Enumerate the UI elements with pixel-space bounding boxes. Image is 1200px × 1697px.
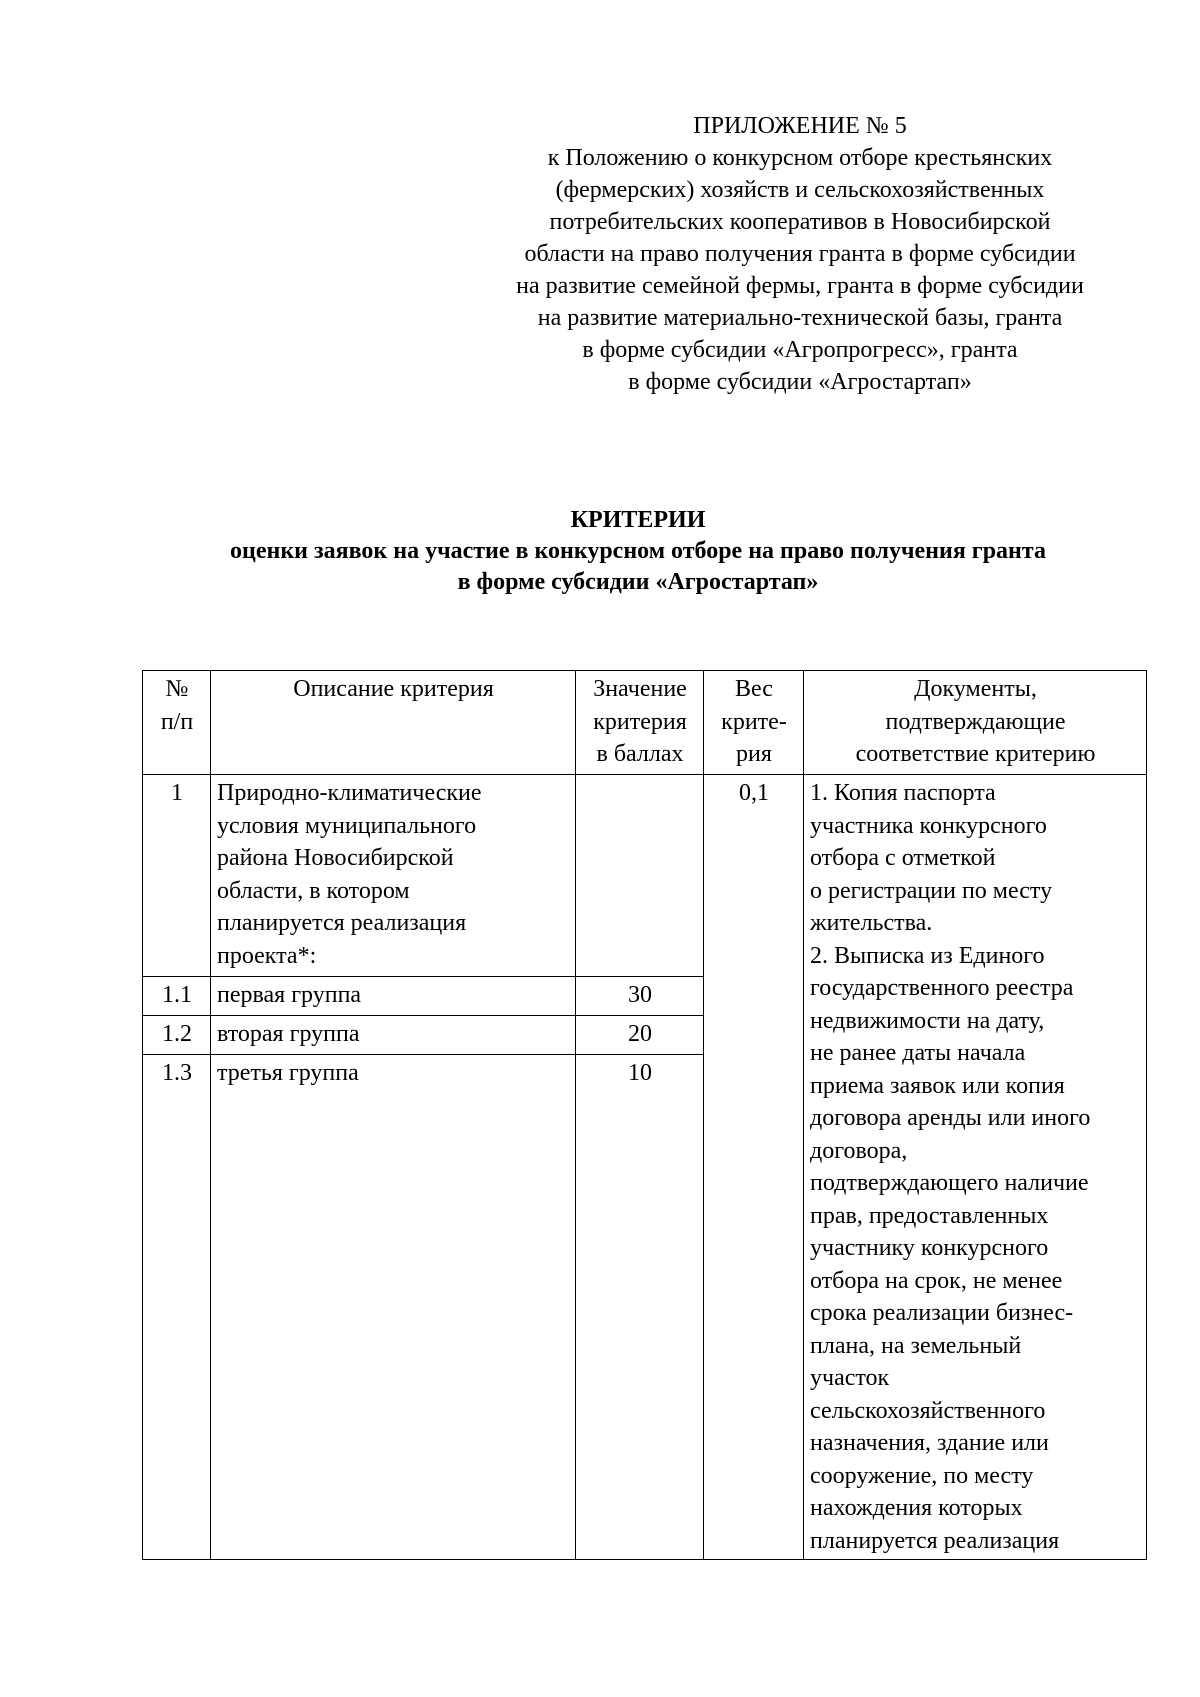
header-num: № п/п — [143, 671, 211, 775]
sub-points: 20 — [576, 1016, 704, 1055]
appendix-line: к Положению о конкурсном отборе крестьянских — [547, 145, 1053, 171]
appendix-line: (фермерских) хозяйств и сельскохозяйственных — [555, 177, 1045, 203]
criterion-documents: 1. Копия паспорта участника конкурсного отбора с отметкой о регистрации по месту жительства. 2. Выписка из Единого государственного реестра недвижимости на дату, не ранее даты начала приема заявок или копия договора аренды или иного договора, подтверждающего наличие прав, предоставленных участнику конкурсного отбора на срок, не менее срока реализации бизнес- плана, на земельный участок сельскохозяйственного назначения, здание или сооружение, по месту нахождения которых планируется реализация — [804, 775, 1147, 1560]
criteria-heading — [140, 505, 1136, 598]
heading-subtitle-line: оценки заявок на участие в конкурсном отборе на право получения гранта — [230, 538, 1046, 564]
appendix-title: ПРИЛОЖЕНИЕ № 5 — [693, 113, 907, 139]
table-row — [143, 775, 1147, 977]
sub-points: 30 — [576, 977, 704, 1016]
appendix-line: на развитие семейной фермы, гранта в форме субсидии — [516, 273, 1084, 299]
table-header-row — [143, 671, 1147, 775]
sub-points: 10 — [576, 1055, 704, 1560]
criterion-weight: 0,1 — [704, 775, 804, 1560]
criteria-table — [142, 670, 1147, 1560]
header-description: Описание критерия — [211, 671, 576, 775]
appendix-line: в форме субсидии «Агропрогресс», гранта — [582, 337, 1018, 363]
appendix-line: потребительских кооперативов в Новосибирской — [549, 209, 1051, 235]
sub-description: первая группа — [211, 977, 576, 1016]
header-points: Значение критерия в баллах — [576, 671, 704, 775]
sub-num: 1.2 — [143, 1016, 211, 1055]
sub-num: 1.1 — [143, 977, 211, 1016]
header-documents: Документы, подтверждающие соответствие критерию — [804, 671, 1147, 775]
heading-title: КРИТЕРИИ — [570, 507, 706, 533]
criterion-num: 1 — [143, 775, 211, 977]
appendix-line: в форме субсидии «Агростартап» — [628, 369, 972, 395]
appendix-header — [440, 110, 1160, 398]
sub-description: вторая группа — [211, 1016, 576, 1055]
criterion-description: Природно-климатические условия муниципального района Новосибирской области, в котором планируется реализация проекта*: — [211, 775, 576, 977]
sub-description: третья группа — [211, 1055, 576, 1560]
header-weight: Вес крите- рия — [704, 671, 804, 775]
criterion-points — [576, 775, 704, 977]
sub-num: 1.3 — [143, 1055, 211, 1560]
appendix-line: на развитие материально-технической базы, гранта — [537, 305, 1063, 331]
appendix-line: области на право получения гранта в форме субсидии — [524, 241, 1076, 267]
heading-subtitle-line: в форме субсидии «Агростартап» — [457, 569, 819, 595]
